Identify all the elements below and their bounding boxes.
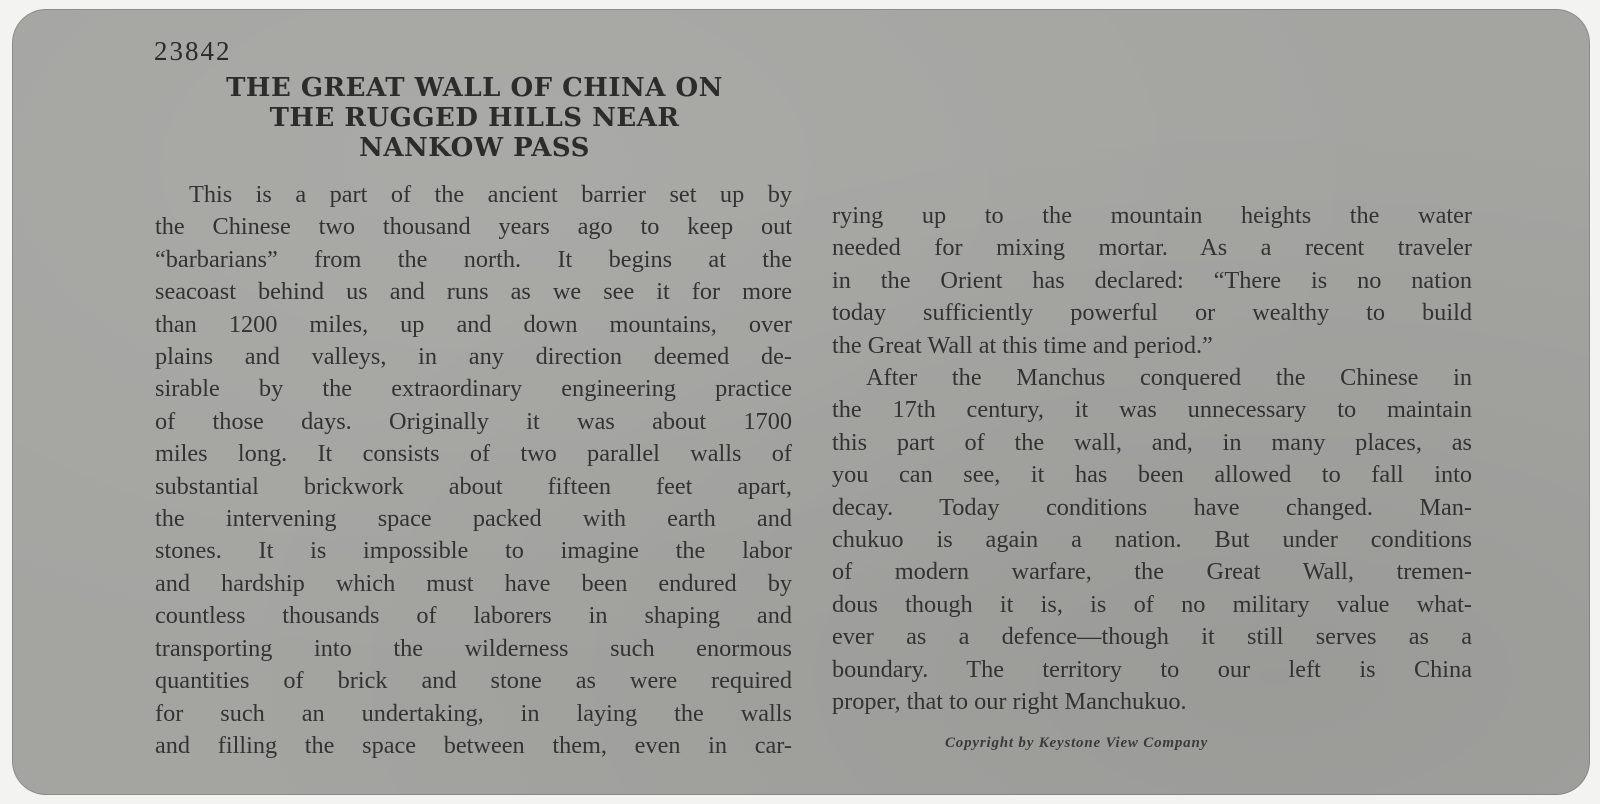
text-line: ever as a defence—though it still serves as a <box>832 623 1472 651</box>
text-line: transporting into the wilderness such enormous <box>155 634 792 662</box>
text-line: boundary. The territory to our left is China <box>832 655 1472 683</box>
text-line: plains and valleys, in any direction deemed de- <box>155 343 792 371</box>
catalog-number: 23842 <box>154 36 232 66</box>
text-line: of those days. Originally it was about 1700 <box>155 407 792 435</box>
text-line: needed for mixing mortar. As a recent traveler <box>832 234 1472 262</box>
text-line: decay. Today conditions have changed. Man- <box>832 493 1472 521</box>
copyright-notice: Copyright by Keystone View Company <box>945 735 1209 751</box>
text-line: chukuo is again a nation. But under conditions <box>832 526 1472 554</box>
text-line: This is a part of the ancient barrier set up by <box>189 181 792 208</box>
text-line: today sufficiently powerful or wealthy to build <box>832 299 1472 327</box>
text-line: seacoast behind us and runs as we see it for more <box>155 278 792 306</box>
text-line: you can see, it has been allowed to fall into <box>832 461 1472 489</box>
text-line: the intervening space packed with earth and <box>155 505 792 533</box>
text-line: dous though it is, is of no military value what- <box>832 590 1472 618</box>
text-line: proper, that to our right Manchukuo. <box>832 688 1187 716</box>
text-line: quantities of brick and stone as were required <box>155 667 792 695</box>
text-line: and hardship which must have been endured by <box>155 569 792 597</box>
text-line: than 1200 miles, up and down mountains, over <box>155 310 792 338</box>
right-text-column <box>832 200 1472 719</box>
text-line: of modern warfare, the Great Wall, tremen- <box>832 558 1472 586</box>
text-line: the Chinese two thousand years ago to keep out <box>155 213 792 241</box>
title-line: THE RUGGED HILLS NEAR <box>269 103 680 133</box>
stereoview-card-back <box>12 9 1590 795</box>
text-line: the 17th century, it was unnecessary to maintain <box>832 396 1472 424</box>
text-line: this part of the wall, and, in many places, as <box>832 428 1472 456</box>
text-line: in the Orient has declared: “There is no nation <box>832 266 1472 294</box>
text-line: “barbarians” from the north. It begins at the <box>155 245 792 273</box>
text-line: and filling the space between them, even in car- <box>155 731 792 759</box>
text-line: the Great Wall at this time and period.” <box>832 331 1213 359</box>
text-line: After the Manchus conquered the Chinese in <box>866 364 1472 392</box>
text-line: miles long. It consists of two parallel walls of <box>155 440 792 468</box>
left-text-column <box>155 179 792 762</box>
card-title <box>152 73 797 163</box>
text-line: stones. It is impossible to imagine the labor <box>155 537 792 565</box>
text-line: for such an undertaking, in laying the walls <box>155 699 792 727</box>
text-line: substantial brickwork about fifteen feet apart, <box>155 472 792 500</box>
text-line: countless thousands of laborers in shaping and <box>155 602 792 630</box>
text-line: rying up to the mountain heights the water <box>832 202 1472 229</box>
title-line: THE GREAT WALL OF CHINA ON <box>226 73 723 103</box>
text-line: sirable by the extraordinary engineering practice <box>155 375 792 403</box>
title-line: NANKOW PASS <box>359 133 590 163</box>
